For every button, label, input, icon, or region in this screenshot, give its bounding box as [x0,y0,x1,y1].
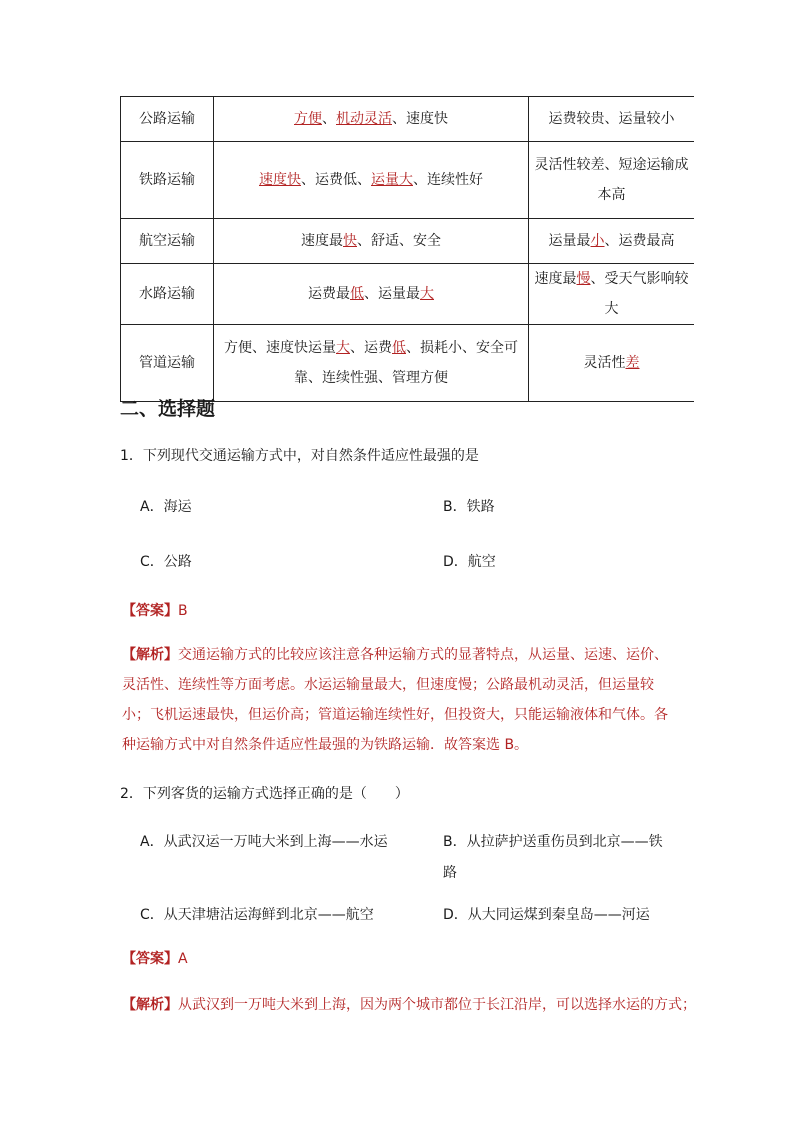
cell-text: 方便、速度快运量 [224,340,336,356]
highlighted-keyword: 大 [420,286,434,302]
cell-text: 运费较贵、运量较小 [548,111,675,127]
transport-mode-cell: 航空运输 [121,219,214,264]
table-row [121,219,695,264]
q1-option-b: B．铁路 [443,499,495,515]
highlighted-keyword: 机动灵活 [336,111,392,127]
transport-mode-cell: 公路运输 [121,97,214,142]
table-row [121,325,695,402]
disadvantages-cell [529,219,695,264]
q1-option-d: D．航空 [443,554,496,570]
q2-analysis: 【解析】从武汉到一万吨大米到上海，因为两个城市都位于长江沿岸，可以选择水运的方式； [122,997,696,1013]
cell-text: 、运费最高 [604,233,675,249]
disadvantages-cell [529,264,695,325]
cell-text: 、连续性好 [413,172,483,188]
disadvantages-cell [529,142,695,219]
cell-text: 速度最 [534,271,577,287]
cell-text: 、损耗小、安全可靠、连续性强、管理方便 [294,340,518,386]
transport-mode-cell: 铁路运输 [121,142,214,219]
q2-option-c: C．从天津塘沽运海鲜到北京——航空 [140,907,374,923]
cell-text: 、受天气影响较大 [590,271,689,317]
cell-text: 、运量最 [364,286,420,302]
table-row [121,264,695,325]
table-row [121,97,695,142]
cell-text: 、 [322,111,336,127]
transport-mode-cell: 管道运输 [121,325,214,402]
highlighted-keyword: 速度快 [259,172,301,188]
cell-text: 、舒适、安全 [357,233,441,249]
advantages-cell [214,97,529,142]
cell-text: 、运费低、 [301,172,371,188]
cell-text: 、速度快 [392,111,448,127]
q1-analysis: 【解析】交通运输方式的比较应该注意各种运输方式的显著特点，从运量、运速、运价、灵活性、连续性等方面考虑。水运运输量最大，但速度慢；公路最机动灵活，但运量较小；飞机运速最快，但运价高；管道运输连续性好，但投资大，只能运输液体和气体。各种运输方式中对自然条件适应性最强的为铁路运输．故答案选 B。 [122,647,668,753]
advantages-cell [214,219,529,264]
highlighted-keyword: 差 [625,355,640,371]
cell-text: 灵活性较差、短途运输成本高 [534,157,689,203]
advantages-cell [214,264,529,325]
cell-text: 、运费 [350,340,392,356]
advantages-cell [214,142,529,219]
cell-text: 速度最 [301,233,343,249]
q2-option-b: B．从拉萨护送重伤员到北京——铁路 [443,834,663,881]
cell-text: 运费最 [308,286,350,302]
cell-text: 运量最 [548,233,591,249]
q1-option-c: C．公路 [140,554,192,570]
highlighted-keyword: 小 [590,233,605,249]
highlighted-keyword: 慢 [576,271,591,287]
q2-option-d: D．从大同运煤到秦皇岛——河运 [443,907,650,923]
cell-text: 灵活性 [583,355,626,371]
disadvantages-cell [529,325,695,402]
transport-mode-cell: 水路运输 [121,264,214,325]
transport-comparison-table [120,96,694,402]
disadvantages-cell [529,97,695,142]
highlighted-keyword: 低 [350,286,364,302]
highlighted-keyword: 方便 [294,111,322,127]
q1-option-a: A．海运 [140,499,192,515]
table-row [121,142,695,219]
question-1-stem: 1．下列现代交通运输方式中，对自然条件适应性最强的是 [120,448,479,464]
section-title: 二、选择题 [120,398,216,420]
q1-answer: 【答案】B [122,603,188,619]
highlighted-keyword: 运量大 [371,172,413,188]
q2-option-a: A．从武汉运一万吨大米到上海——水运 [140,834,388,850]
q2-answer: 【答案】A [122,951,188,967]
highlighted-keyword: 大 [336,340,350,356]
advantages-cell [214,325,529,402]
highlighted-keyword: 低 [392,340,406,356]
highlighted-keyword: 快 [343,233,357,249]
question-2-stem: 2．下列客货的运输方式选择正确的是（ ） [120,786,409,802]
